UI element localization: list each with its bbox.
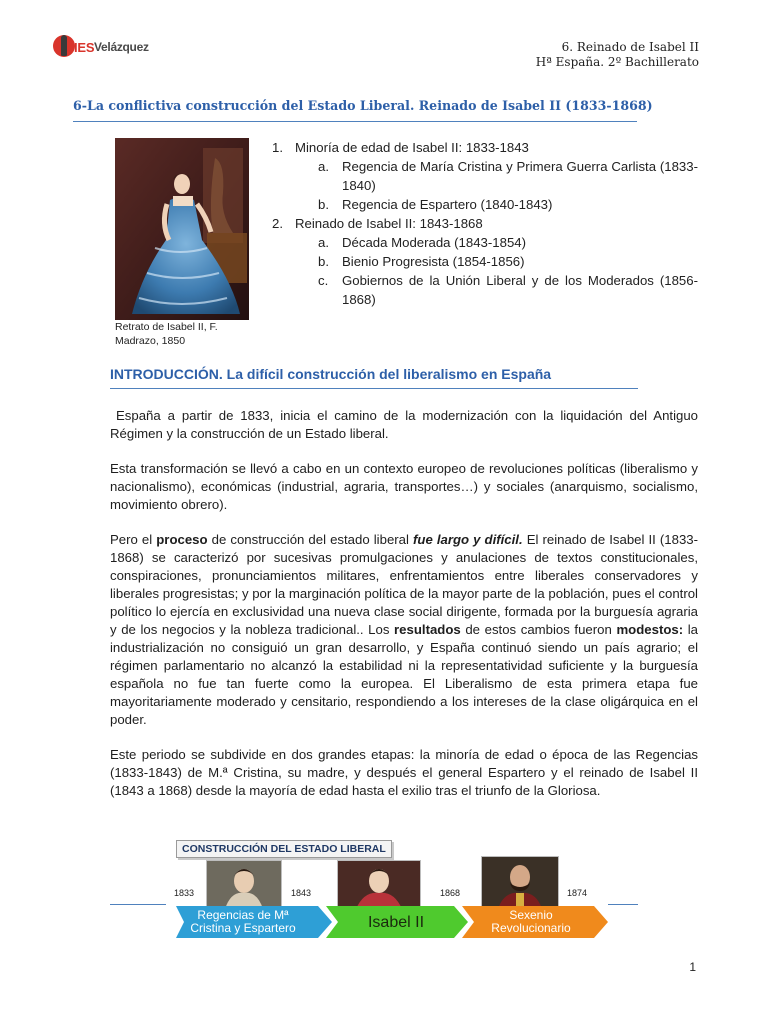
text-run: de estos cambios fueron: [460, 622, 617, 637]
outline-subitem: [272, 271, 698, 309]
header-chapter: 6. Reinado de Isabel II: [561, 40, 699, 54]
school-logo: [52, 30, 148, 64]
outline-subtext: Regencia de María Cristina y Primera Guerra Carlista (1833-1840): [342, 159, 698, 193]
stage-label: Isabel II: [367, 913, 425, 931]
timeline-year: 1874: [567, 888, 588, 898]
outline-letter: b.: [318, 197, 329, 212]
timeline-title: CONSTRUCCIÓN DEL ESTADO LIBERAL: [176, 840, 392, 858]
outline-subitem: [272, 195, 698, 214]
title-underline: [73, 121, 637, 122]
portrait-caption: Retrato de Isabel II, F. Madrazo, 1850: [115, 321, 218, 347]
bold-text: resultados: [394, 622, 461, 637]
timeline-rule: [608, 904, 638, 905]
paragraph: [110, 531, 698, 729]
timeline-year: 1868: [440, 888, 461, 898]
stage-label: Regencias de Mª Cristina y Espartero: [190, 908, 296, 935]
isabel-ii-thumbnail: [337, 860, 421, 910]
document-title: 6-La conflictiva construcción del Estado Liberal. Reinado de Isabel II (1833-1868): [73, 98, 653, 113]
bold-text: modestos:: [616, 622, 684, 637]
timeline-year: 1833: [174, 888, 195, 898]
timeline-rule: [110, 904, 166, 905]
maria-cristina-portrait: [206, 860, 282, 910]
paragraph: Esta transformación se llevó a cabo en un contexto europeo de revoluciones políticas (liberalismo y nacionalismo), económicas (industrial, agraria, transportes…) y sociales (anarquismo, socialismo, movimiento obrero).: [110, 461, 698, 512]
outline-item: [272, 214, 698, 233]
bold-text: proceso: [156, 532, 208, 547]
outline-letter: c.: [318, 273, 329, 288]
timeline-figure: [110, 836, 638, 946]
bold-italic-text: fue largo y difícil.: [413, 532, 523, 547]
outline-text: Reinado de Isabel II: 1843-1868: [295, 216, 483, 231]
outline-number: 2.: [272, 216, 283, 231]
body-text: [110, 407, 698, 817]
outline-item: [272, 138, 698, 157]
text-run: Pero el: [110, 532, 157, 547]
running-header: [536, 40, 699, 70]
logo-name-text: Velázquez: [94, 40, 149, 54]
logo-ies-text: IES: [74, 40, 95, 55]
espartero-general-portrait: [481, 856, 559, 910]
paragraph: España a partir de 1833, inicia el camino de la modernización con la liquidación del Antiguo Régimen y la construcción de un Estado liberal.: [110, 408, 698, 441]
contents-outline: [272, 138, 698, 309]
outline-subitem: [272, 233, 698, 252]
paragraph: Este periodo se subdivide en dos grandes etapas: la minoría de edad o época de las Regencias (1833-1843) de M.ª Cristina, su madre, y después el general Espartero y el reinado de Isabel II (1843 a 1868) desde la mayoría de edad hasta el exilio tras el triunfo de la Gloriosa.: [110, 747, 698, 798]
text-run: de construcción del estado liberal: [207, 532, 413, 547]
outline-number: 1.: [272, 140, 283, 155]
outline-letter: a.: [318, 235, 329, 250]
section-underline: [110, 388, 638, 389]
header-course: Hª España. 2º Bachillerato: [535, 55, 699, 69]
outline-subtext: Bienio Progresista (1854-1856): [342, 254, 525, 269]
text-run: la industrialización no consiguió un gran desarrollo, y España continuó siendo un país agrario; el régimen parlamentario no alcanzó la estabilidad ni la representatividad suficiente y la burguesía española no fue tan fuerte como la europea. El Liberalismo de esta primera etapa fue mayoritariamente moderado y censitario, respondiendo a los intereses de la clase oligárquica en el poder.: [110, 622, 698, 727]
outline-subtext: Regencia de Espartero (1840-1843): [342, 197, 553, 212]
text-run: El reinado de Isabel II (1833-1868) se caracterizó por sucesivas promulgaciones y anulaciones de textos constitucionales, conspiraciones, pronunciamientos militares, enfrentamientos entre liberales conservadores y liberales progresistas; y por la marginación política de la mayor parte de la población, pues el control político lo ejercía en exclusividad una nueva clase social dirigente, formada por la burguesía agraria y de los negocios y la nobleza tradicional.. Los: [110, 532, 699, 637]
stage-label: Sexenio Revolucionario: [491, 908, 571, 935]
outline-subtext: Gobiernos de la Unión Liberal y de los Moderados (1856-1868): [342, 273, 698, 307]
outline-subitem: [272, 252, 698, 271]
logo-emblem-icon: [52, 32, 76, 60]
page-number: 1: [689, 960, 696, 974]
outline-subtext: Década Moderada (1843-1854): [342, 235, 527, 250]
outline-subitem: [272, 157, 698, 195]
timeline-year: 1843: [291, 888, 312, 898]
outline-letter: b.: [318, 254, 329, 269]
outline-text: Minoría de edad de Isabel II: 1833-1843: [295, 140, 529, 155]
outline-letter: a.: [318, 159, 329, 174]
isabel-ii-portrait: [115, 138, 249, 320]
section-heading: INTRODUCCIÓN. La difícil construcción del liberalismo en España: [110, 366, 552, 382]
